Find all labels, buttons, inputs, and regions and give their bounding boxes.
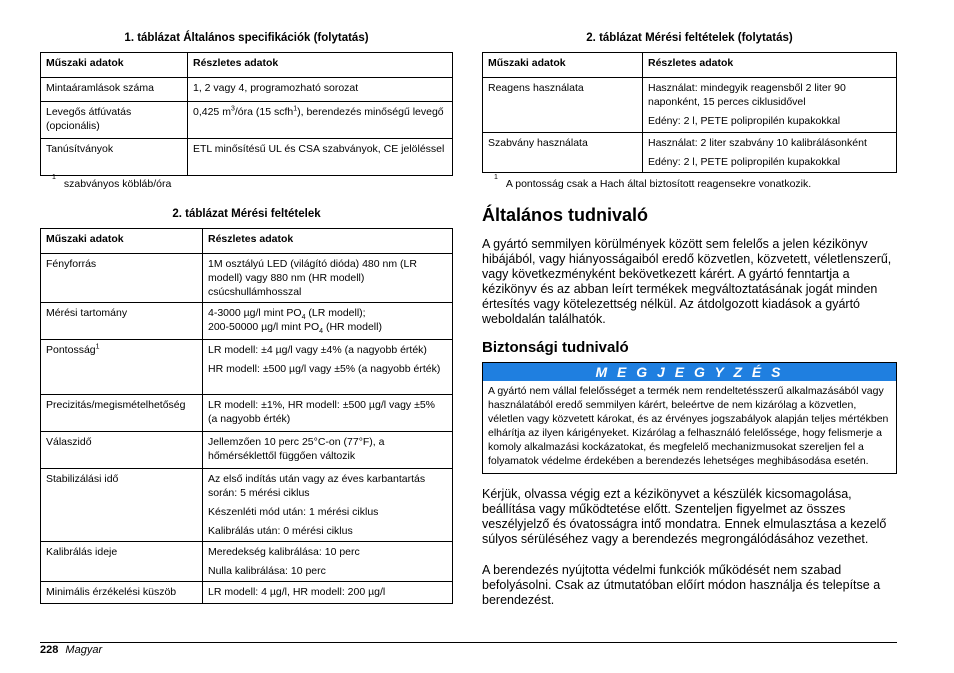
safety-paragraph-1: Kérjük, olvassa végig ezt a kézikönyvet a készülék kicsomagolása, beállítása vagy működtetése előtt. Szenteljen figyelmet az összes veszélyjelző és óvatosságra intő mondatra. Ennek elmulasztása a kezelő súlyos sérüléséhez vagy a berendezés megrongálódásához vezethet.: [482, 487, 887, 546]
table-cell: LR modell: ±1%, HR modell: ±500 µg/l vagy ±5% (a nagyobb érték): [203, 395, 453, 432]
table-cell: 4-3000 µg/l mint $PO_4$ (LR modell); 200-50000 µg/l mint $PO_4$ (HR modell): [203, 303, 453, 340]
table-row: [41, 78, 453, 102]
table-cell: 1, 2 vagy 4, programozható sorozat: [188, 78, 453, 102]
table-cell: Pontosság$^1$: [41, 340, 203, 395]
table-cell: LR modell: ±4 µg/l vagy ±4% (a nagyobb érték) HR modell: ±500 µg/l vagy ±5% (a nagyobb érték): [203, 340, 453, 395]
table1: [40, 52, 453, 176]
table-cell: Kalibrálás ideje: [41, 542, 203, 582]
table-cell: 1M osztályú LED (világító dióda) 480 nm (LR modell) vagy 880 nm (HR modell) csúcshullámhosszal: [203, 254, 453, 303]
table-row: [41, 469, 453, 542]
table-cell: Precizitás/megismételhetőség: [41, 395, 203, 432]
column-header: Műszaki adatok: [483, 53, 643, 78]
table2: [40, 228, 453, 604]
table-row: [41, 432, 453, 469]
notice-text: A gyártó nem vállal felelősséget a termék nem rendeltetésszerű alkalmazásából vagy használatából eredő semmilyen kárért, beleértve de nem kizárólag a közvetlen, véletlen vagy közvetett károkat, és az érvényes jogszabályok alapján teljes mértékben elhárítja az ilyen kárigényeket. Kizárólag a felhasználó felelőssége, hogy felismerje a komoly alkalmazási kockázatokat, és megfelelő mechanizmusokat szereljen fel a folyamatok védelme érdekében a berendezés lehetséges meghibásodása esetén.: [488, 385, 889, 467]
table-row: [483, 133, 897, 173]
table-cell: Mintaáramlások száma: [41, 78, 188, 102]
table-cell: Reagens használata: [483, 78, 643, 133]
table1-caption: 1. táblázat Általános specifikációk (folytatás): [124, 32, 369, 44]
table-cell: Stabilizálási idő: [41, 469, 203, 542]
table-cell: LR modell: 4 µg/l, HR modell: 200 µg/l: [203, 582, 453, 604]
column-header: Részletes adatok: [188, 53, 453, 78]
column-header: Részletes adatok: [203, 229, 453, 254]
page-number: 228: [40, 644, 59, 656]
table-header-row: [41, 53, 453, 78]
table-cell: Használat: 2 liter szabvány 10 kalibrálásonként Edény: 2 l, PETE polipropilén kupakokkal: [643, 133, 897, 173]
table-row: [41, 395, 453, 432]
table3: [482, 52, 897, 173]
table2-caption: 2. táblázat Mérési feltételek: [172, 208, 321, 220]
table3-caption: 2. táblázat Mérési feltételek (folytatás): [586, 32, 793, 44]
table-cell: Minimális érzékelési küszöb: [41, 582, 203, 604]
column-header: Műszaki adatok: [41, 53, 188, 78]
page-footer: [40, 644, 102, 656]
table-row: [41, 303, 453, 340]
footer-divider: [40, 642, 897, 643]
notice-title: M E G J E G Y Z É S: [483, 363, 896, 381]
table-row: [483, 78, 897, 133]
table-header-row: [41, 229, 453, 254]
safety-paragraph-2: A berendezés nyújtotta védelmi funkciók működését nem szabad befolyásolni. Csak az útmutatóban előírt módon használja és telepítse a berendezést.: [482, 563, 881, 607]
table-cell: Az első indítás után vagy az éves karbantartás során: 5 mérési ciklus Készenléti mód után: 1 mérési ciklus Kalibrálás után: 0 mérési ciklus: [203, 469, 453, 542]
table-cell: Szabvány használata: [483, 133, 643, 173]
column-header: Részletes adatok: [643, 53, 897, 78]
table-cell: 0,425 $m^3$/óra (15 scfh$^1$), berendezés minőségű levegő: [188, 102, 453, 139]
table-row: [41, 254, 453, 303]
table-row: [41, 340, 453, 395]
table-row: [41, 542, 453, 582]
footer-language: Magyar: [65, 644, 103, 656]
table-row: [41, 582, 453, 604]
table1-footnote: $^1$szabványos köbláb/óra: [52, 174, 172, 190]
table-cell: Válaszidő: [41, 432, 203, 469]
table-row: [41, 139, 453, 176]
table-cell: Levegős átfúvatás (opcionális): [41, 102, 188, 139]
table-cell: ETL minősítésű UL és CSA szabványok, CE jelöléssel: [188, 139, 453, 176]
table-cell: Tanúsítványok: [41, 139, 188, 176]
general-paragraph: A gyártó semmilyen körülmények között sem felelős a jelen kézikönyv hibájából, vagy hiányosságaiból eredő közvetlen, közvetett, véletlenszerű, vagy következményként bekövetkezett kárért. A gyártó fenntartja a kézikönyv és az abban leírt termékek megváltoztatásának jogát minden értesítés vagy kötelezettség nélkül. Az átdolgozott kiadások a gyártó weboldalán találhatók.: [482, 237, 892, 326]
table-header-row: [483, 53, 897, 78]
table-row: [41, 102, 453, 139]
notice-box: [482, 362, 897, 474]
table-cell: Fényforrás: [41, 254, 203, 303]
table3-footnote: $^1$A pontosság csak a Hach által biztosított reagensekre vonatkozik.: [494, 174, 812, 190]
table-cell: Használat: mindegyik reagensből 2 liter 90 naponként, 15 perces ciklusidővel Edény: 2 l, PETE polipropilén kupakokkal: [643, 78, 897, 133]
table-cell: Jellemzően 10 perc 25°C-on (77°F), a hőmérséklettől függően változik: [203, 432, 453, 469]
column-header: Műszaki adatok: [41, 229, 203, 254]
safety-heading: Biztonsági tudnivaló: [482, 339, 629, 356]
table-cell: Mérési tartomány: [41, 303, 203, 340]
table-cell: Meredekség kalibrálása: 10 perc Nulla kalibrálása: 10 perc: [203, 542, 453, 582]
general-heading: Általános tudnivaló: [482, 205, 649, 225]
